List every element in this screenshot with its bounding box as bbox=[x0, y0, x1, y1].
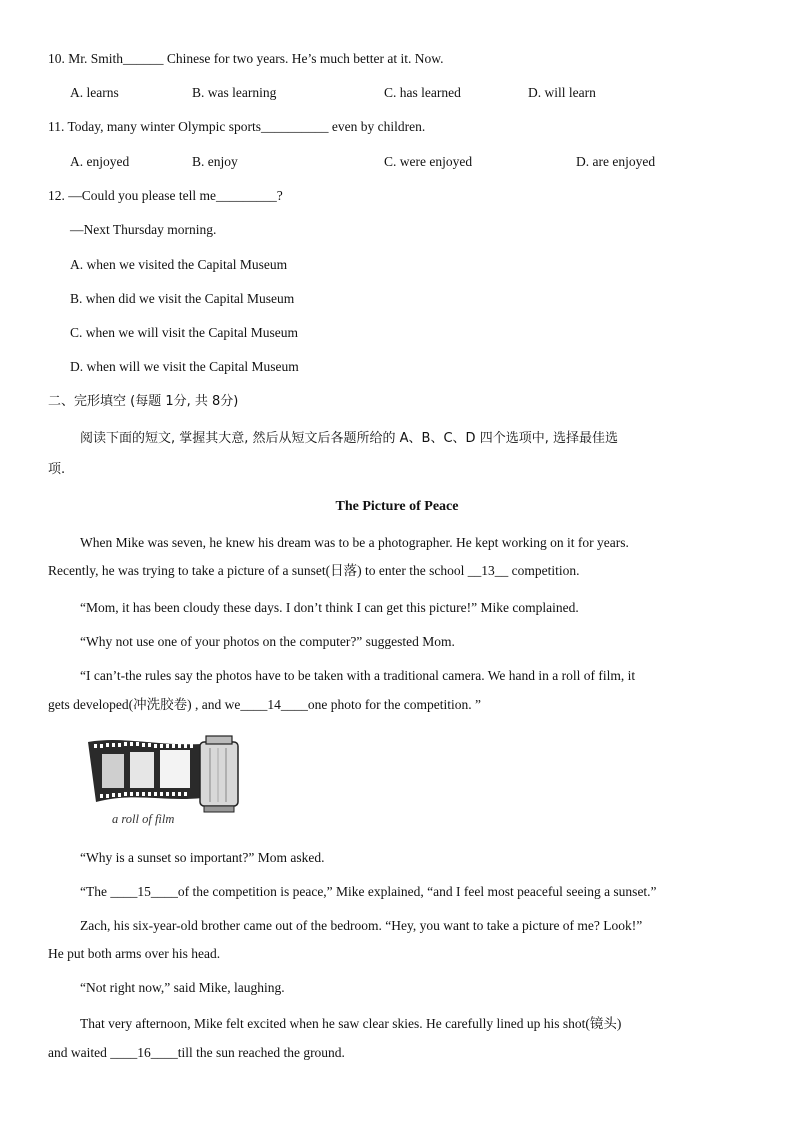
passage-p9-line-2-text-b: till the sun reached the ground. bbox=[177, 1045, 345, 1060]
question-12-stem: 12. —Could you please tell me_________? bbox=[48, 188, 283, 203]
film-caption: a roll of film bbox=[112, 812, 175, 826]
question-10-stem: 10. Mr. Smith______ Chinese for two years. He’s much better at it. Now. bbox=[48, 51, 444, 66]
passage-p6 bbox=[80, 883, 657, 901]
q10-option-a: A. learns bbox=[70, 85, 119, 100]
passage-p7-line-1: Zach, his six-year-old brother came out of the bedroom. “Hey, you want to take a picture of me? Look!” bbox=[80, 918, 643, 933]
passage-title: The Picture of Peace bbox=[335, 499, 459, 514]
blank-15: ____15____ bbox=[110, 884, 178, 899]
blank-13: __13__ bbox=[467, 563, 509, 578]
q12-option-a: A. when we visited the Capital Museum bbox=[70, 257, 288, 272]
blank-14: ____14____ bbox=[240, 697, 308, 712]
passage-p4-line-1: “I can’t-the rules say the photos have to be taken with a traditional camera. We hand in a roll of film, it bbox=[80, 668, 636, 683]
section-2-instruction-line-1: 阅读下面的短文, 掌握其大意, 然后从短文后各题所给的 A、B、C、D 四个选项中, 选择最佳选 bbox=[80, 431, 618, 446]
question-12-reply: —Next Thursday morning. bbox=[70, 222, 217, 237]
q11-option-b: B. enjoy bbox=[192, 154, 238, 169]
passage-p3: “Why not use one of your photos on the computer?” suggested Mom. bbox=[80, 634, 455, 649]
q10-option-b: B. was learning bbox=[192, 85, 277, 100]
q10-option-c: C. has learned bbox=[384, 85, 461, 100]
passage-p5: “Why is a sunset so important?” Mom asked. bbox=[80, 850, 325, 865]
q11-option-a: A. enjoyed bbox=[70, 154, 130, 169]
q10-option-d: D. will learn bbox=[528, 85, 596, 100]
passage-p6-text-b: of the competition is peace,” Mike explained, “and I feel most peaceful seeing a sunset.” bbox=[177, 884, 657, 899]
passage-p2: “Mom, it has been cloudy these days. I don’t think I can get this picture!” Mike complained. bbox=[80, 600, 579, 615]
q12-option-c: C. when we will visit the Capital Museum bbox=[70, 325, 298, 340]
passage-p4-line-2 bbox=[48, 696, 481, 714]
passage-p9-line-1: That very afternoon, Mike felt excited when he saw clear skies. He carefully lined up his shot(镜头) bbox=[80, 1016, 622, 1031]
passage-p1-line-1: When Mike was seven, he knew his dream was to be a photographer. He kept working on it for years. bbox=[80, 535, 629, 550]
passage-p7-line-2: He put both arms over his head. bbox=[48, 946, 221, 961]
film-roll-illustration bbox=[84, 732, 254, 832]
passage-p9-line-2-text-a: and waited bbox=[48, 1045, 111, 1060]
q11-option-c: C. were enjoyed bbox=[384, 154, 473, 169]
blank-16: ____16____ bbox=[110, 1045, 178, 1060]
q12-option-d: D. when will we visit the Capital Museum bbox=[70, 359, 299, 374]
passage-p4-line-2-text-a: gets developed(冲洗胶卷) , and we bbox=[48, 697, 241, 712]
passage-p6-text-a: “The bbox=[80, 884, 111, 899]
passage-p4-line-2-text-b: one photo for the competition. ” bbox=[307, 697, 482, 712]
question-11-stem: 11. Today, many winter Olympic sports__________ even by children. bbox=[48, 119, 426, 134]
q11-option-d: D. are enjoyed bbox=[576, 154, 656, 169]
section-2-heading: 二、完形填空 (每题 1分, 共 8分) bbox=[48, 394, 239, 409]
section-2-instruction-line-2: 项. bbox=[48, 462, 66, 477]
passage-p9-line-2 bbox=[48, 1044, 345, 1062]
passage-p1-line-2-text-a: Recently, he was trying to take a picture of a sunset(日落) to enter the school bbox=[48, 563, 468, 578]
passage-p1-line-2-text-b: competition. bbox=[508, 563, 580, 578]
q12-option-b: B. when did we visit the Capital Museum bbox=[70, 291, 295, 306]
passage-p1-line-2 bbox=[48, 562, 580, 580]
passage-p8: “Not right now,” said Mike, laughing. bbox=[80, 980, 285, 995]
